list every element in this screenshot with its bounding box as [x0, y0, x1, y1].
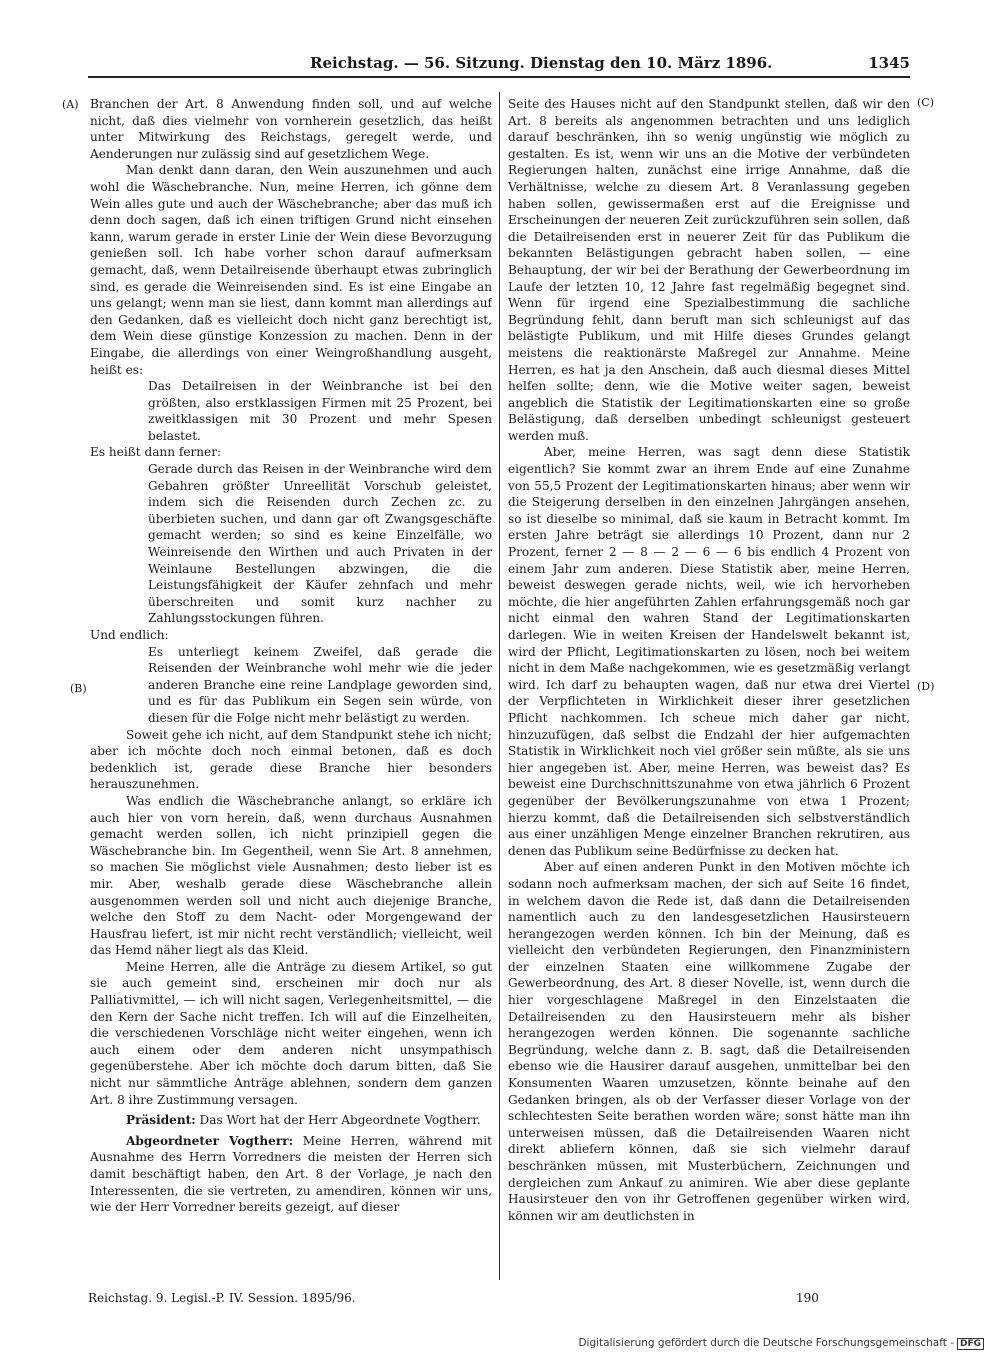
paragraph	[508, 859, 910, 1224]
dfg-logo: DFG	[957, 1338, 984, 1350]
paragraph	[508, 444, 910, 859]
paragraph-text: Gerade durch das Reisen in der Weinbranche wird dem Gebahren größter Unreellität Vorschub geleistet, indem sich die Reisenden durch Zechen zc. zu überbieten suchen, und dann gar oft Zwangsgeschäfte gemacht werden; so sind es keine Einzelfälle, wo Weinreisende den Wirthen und auch Privaten in der Weinlaune Bestellungen abzwingen, die die Leistungsfähigkeit der Käufer zehnfach und mehr überschreiten und somit kurz nachher zu Zahlungsstockungen führen.	[148, 462, 492, 626]
paragraph	[90, 96, 492, 162]
paragraph	[90, 727, 492, 793]
speaker-name: Abgeordneter Vogtherr:	[126, 1133, 294, 1148]
paragraph	[90, 444, 492, 461]
paragraph	[90, 162, 492, 378]
paragraph-text: Aber, meine Herren, was sagt denn diese Statistik eigentlich? Sie kommt zwar an ihrem Ende auf eine Zunahme von 55,5 Prozent der Legitimationskarten hinaus; aber wenn wir die Steigerung derselben in den einzelnen Jahrgängen ansehen, so ist dieselbe so minimal, daß sie kaum in Betracht kommt. Im ersten Jahre beträgt sie allerdings 10 Prozent, dann nur 2 Prozent, ferner 2 — 8 — 2 — 6 — 6 bis endlich 4 Prozent von einem Jahr zum anderen. Diese Statistik aber, meine Herren, beweist deswegen gerade nichts, weil, wie ich hervorheben möchte, die hier angeführten Zahlen erfahrungsgemäß noch gar nicht einmal den wahren Stand der Legitimationskarten darlegen. Wie in weiten Kreisen der Handelswelt bekannt ist, wird der Pflicht, Legitimationskarten zu lösen, noch bei weitem nicht in dem Maße nachgekommen, wie es gesetzmäßig verlangt wird. Ich darf zu behaupten wagen, daß nur etwa drei Viertel der Verpflichteten in Wirklichkeit dieser ihrer gesetzlichen Pflicht nachkommen. Ich scheue mich daher gar nicht, hinzuzufügen, daß selbst die Endzahl der hier aufgemachten Statistik in Wirklichkeit noch viel größer sein müßte, als sie uns hier angegeben ist. Aber, meine Herren, was beweist das? Es beweist eine Durchschnittszunahme von etwa jährlich 6 Prozent gegenüber der Bevölkerungszunahme von etwa 1 Prozent; hierzu kommt, daß die Detailreisenden sich selbstverständlich aus einer unzähligen Menge einzelner Branchen rekrutiren, aus denen das Publikum seine Bedürfnisse zu decken hat.	[508, 445, 910, 858]
column-divider	[499, 92, 500, 1280]
dfg-credit-text: Digitalisierung gefördert durch die Deutsche Forschungsgemeinschaft -	[578, 1337, 954, 1349]
paragraph-text: Was endlich die Wäschebranche anlangt, so erkläre ich auch hier von vorn herein, daß, wenn durchaus Ausnahmen gemacht werden sollen, ich nicht prinzipiell gegen die Wäschebranche bin. Im Gegentheil, wenn Sie Art. 8 annehmen, so machen Sie möglichst viele Ausnahmen; desto lieber ist es mir. Aber, weshalb gerade diese Wäschebranche allein ausgenommen werden soll und nicht auch diejenige Branche, welche den Stoff zu dem Nacht- oder Morgengewand der Hausfrau liefert, ist mir nicht recht verständlich; vielleicht, weil das Hemd näher liegt als das Kleid.	[90, 793, 492, 958]
paragraph-text: Aber auf einen anderen Punkt in den Motiven möchte ich sodann noch aufmerksam machen, der sich auf Seite 16 findet, in welchem davon die Rede ist, daß dann die Detailreisenden namentlich auch zu den landesgesetzlichen Hausirsteuern herangezogen werden können. Ich bin der Meinung, daß es vielleicht den verbündeten Regierungen, den Finanzministern der einzelnen Staaten eine willkommene Zugabe der Gewerbeordnung, des Art. 8 dieser Novelle, ist, wenn durch die hier vorgeschlagene Maßregel in den Einzelstaaten die Detailreisenden zu den Hausirsteuern mehr als bisher herangezogen werden können. Die sogenannte sachliche Begründung, welche dann z. B. sagt, daß die Detailreisenden ebenso wie die Hausirer darauf ausgehen, unmittelbar bei den Konsumenten Waaren umzusetzen, könnte beinahe auf den Gedanken bringen, als ob der Verfasser dieser Vorlage von der schlechtesten Seite berathen worden wäre; sonst hätte man ihn unterweisen müssen, daß die Detailreisenden Waaren nicht direkt abliefern können, daß sie sich vielmehr darauf beschränken müssen, mit Musterbüchern, Zeichnungen und dergleichen zum Ankauf zu animiren. Wie aber diese geplante Hausirsteuer den von ihr Getroffenen gegenüber wirken wird, können wir am deutlichsten in	[508, 860, 910, 1223]
margin-marker-a: (A)	[62, 98, 79, 111]
speaker-name: Präsident:	[126, 1113, 196, 1128]
paragraph-text: Meine Herren, alle die Anträge zu diesem Artikel, so gut sie auch gemeint sind, erscheinen mir doch nur als Palliativmittel, — ich will nicht sagen, Verlegenheitsmittel, — die den Kern der Sache nicht treffen. Ich will auf die Einzelheiten, die verschiedenen Vorschläge nicht weiter eingehen, wenn ich auch einem oder dem anderen nicht unsympathisch gegenüberstehe. Aber ich möchte doch darum bitten, daß Sie nicht nur sämmtliche Anträge ablehnen, sondern dem ganzen Art. 8 ihre Zustimmung versagen.	[90, 959, 492, 1107]
paragraph	[90, 793, 492, 959]
paragraph	[90, 378, 492, 444]
right-text-column	[508, 96, 910, 1282]
paragraph-text: Das Detailreisen in der Weinbranche ist bei den größten, also erstklassigen Firmen mit 25 Prozent, bei zweitklassigen mit 30 Prozent und mehr Spesen belastet.	[148, 379, 492, 443]
paragraph	[90, 627, 492, 644]
paragraph	[90, 644, 492, 727]
paragraph-text: Meine Herren, während mit Ausnahme des Herrn Vorredners die meisten der Herren sich damit beschäftigt haben, den Art. 8 der Vorlage, je nach den Interessenten, die sie vertreten, zu amendiren, können wir uns, wie der Herr Vorredner bereits gezeigt, auf dieser	[90, 1133, 492, 1215]
page-number: 1345	[868, 54, 910, 72]
paragraph-text: Und endlich:	[90, 628, 169, 642]
dfg-credit	[578, 1337, 984, 1350]
paragraph	[90, 461, 492, 627]
header-title: Reichstag. — 56. Sitzung. Dienstag den 10. März 1896.	[310, 54, 773, 72]
running-header	[88, 52, 910, 78]
footer-imprint: Reichstag. 9. Legisl.-P. IV. Session. 1895/96.	[88, 1291, 356, 1305]
footer-sheet-number: 190	[796, 1291, 819, 1305]
paragraph-text: Das Wort hat der Herr Abgeordnete Vogtherr.	[195, 1113, 481, 1128]
paragraph	[508, 96, 910, 444]
paragraph-text: Soweit gehe ich nicht, auf dem Standpunkt stehe ich nicht; aber ich möchte doch noch einmal betonen, daß es doch bedenklich ist, gerade diese Branche hier besonders herauszunehmen.	[90, 727, 492, 792]
paragraph	[90, 959, 492, 1108]
paragraph	[90, 1112, 492, 1129]
paragraph-text: Seite des Hauses nicht auf den Standpunkt stellen, daß wir den Art. 8 bereits als angenommen betrachten und uns lediglich darauf beschränken, ihn so wenig ungünstig wie möglich zu gestalten. Es ist, wenn wir uns an die Motive der verbündeten Regierungen halten, zunächst eine irrige Annahme, daß die Verhältnisse, welche zu diesem Art. 8 Veranlassung gegeben haben sollen, gewissermaßen erst auf die Ereignisse und Erscheinungen der neueren Zeit zurückzuführen sein sollen, daß die Detailreisenden erst in neuerer Zeit für das Publikum die bekannten Belästigungen gebracht haben sollen, — eine Behauptung, der wir bei der Berathung der Gewerbeordnung im Laufe der letzten 10, 12 Jahre fast regelmäßig begegnet sind. Wenn für irgend eine Spezialbestimmung die sachliche Begründung fehlt, dann beruft man sich schleunigst auf das belästigte Publikum, und mit Hilfe dieses Grundes gelangt meistens die reaktionärste Maßregel zur Annahme. Meine Herren, es hat ja den Anschein, daß auch diesmal dieses Mittel helfen sollte; denn, wie die Motive weiter sagen, beweist angeblich die Statistik der Legitimationskarten eine so große Belästigung, daß derselben unbedingt schleunigst gesteuert werden muß.	[508, 97, 910, 443]
paragraph	[90, 1133, 492, 1216]
margin-marker-c: (C)	[917, 96, 934, 109]
paragraph-text: Branchen der Art. 8 Anwendung finden soll, und auf welche nicht, daß dies vielmehr von vornherein gesetzlich, das heißt unter Mitwirkung des Reichstags, geregelt werde, und Aenderungen nur zulässig sind auf gesetzlichem Wege.	[90, 97, 492, 161]
paragraph-text: Es unterliegt keinem Zweifel, daß gerade die Reisenden der Weinbranche wohl mehr wie die jeder anderen Branche eine reine Landplage geworden sind, und es für das Publikum ein Segen sein würde, von diesen für die Folge nicht mehr belästigt zu werden.	[148, 644, 492, 725]
margin-marker-d: (D)	[917, 680, 935, 693]
left-text-column	[90, 96, 492, 1282]
paragraph-text: Es heißt dann ferner:	[90, 445, 222, 460]
margin-marker-b: (B)	[70, 682, 87, 695]
paragraph-text: Man denkt dann daran, den Wein auszunehmen und auch wohl die Wäschebranche. Nun, meine Herren, ich gönne dem Wein alles gute und auch der Wäschebranche; aber das muß ich denn doch sagen, daß ich einen triftigen Grund nicht einsehen kann, warum gerade in erster Linie der Wein diese Bevorzugung genießen soll. Ich habe vorher schon darauf aufmerksam gemacht, daß, wenn Detailreisende überhaupt etwas zubringlich sind, es gerade die Weinreisenden sind. Es ist eine Eingabe an uns gelangt; wenn man sie liest, dann kommt man allerdings auf den Gedanken, daß es vielleicht doch nicht ganz berechtigt ist, dem Wein diese günstige Konzession zu machen. Denn in der Eingabe, die allerdings von einer Weingroßhandlung ausgeht, heißt es:	[90, 163, 492, 377]
